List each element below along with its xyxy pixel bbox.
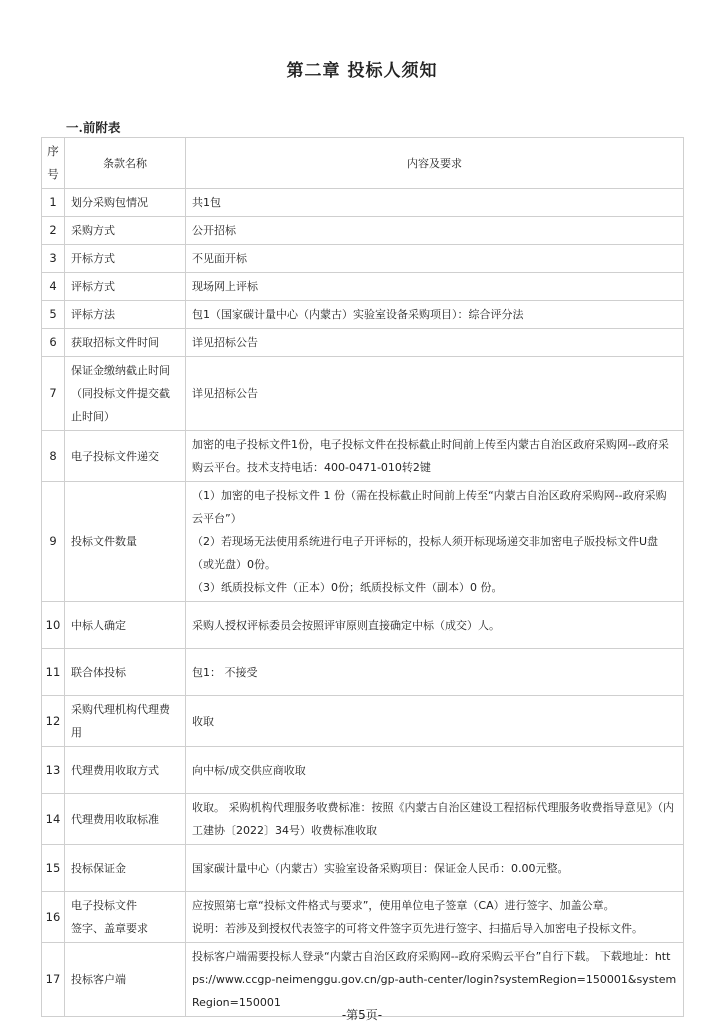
row-content: 详见招标公告: [186, 357, 684, 431]
row-content-line: 说明：若涉及到授权代表签字的可将文件签字页先进行签字、扫描后导入加密电子投标文件。: [192, 922, 643, 935]
table-row: [42, 245, 684, 273]
row-no: 13: [42, 747, 65, 794]
row-no: 10: [42, 602, 65, 649]
row-content-line: （2）若现场无法使用系统进行电子开评标的，投标人须开标现场递交非加密电子版投标文件U盘（或光盘）0份。: [192, 535, 659, 571]
row-content: 现场网上评标: [186, 273, 684, 301]
row-no: 5: [42, 301, 65, 329]
row-content: 国家碳计量中心（内蒙古）实验室设备采购项目：保证金人民币：0.00元整。: [186, 845, 684, 892]
row-name: 联合体投标: [65, 649, 186, 696]
row-content: 公开招标: [186, 217, 684, 245]
row-name: 保证金缴纳截止时间（同投标文件提交截止时间）: [65, 357, 186, 431]
table-header-row: [42, 138, 684, 189]
table-row: [42, 602, 684, 649]
row-no: 2: [42, 217, 65, 245]
row-no: 12: [42, 696, 65, 747]
row-name: 划分采购包情况: [65, 189, 186, 217]
row-content: 共1包: [186, 189, 684, 217]
row-name-multi: [65, 892, 186, 943]
row-no: 6: [42, 329, 65, 357]
table-row: [42, 357, 684, 431]
table-row: [42, 329, 684, 357]
row-content-multi: [186, 892, 684, 943]
row-name: 投标客户端: [65, 943, 186, 1017]
row-name: 采购方式: [65, 217, 186, 245]
row-name: 获取招标文件时间: [65, 329, 186, 357]
row-name: 代理费用收取标准: [65, 794, 186, 845]
header-content: 内容及要求: [186, 138, 684, 189]
table-row: [42, 747, 684, 794]
row-no: 14: [42, 794, 65, 845]
table-row: [42, 892, 684, 943]
row-no: 17: [42, 943, 65, 1017]
row-no: 11: [42, 649, 65, 696]
table-row: [42, 649, 684, 696]
header-clause: 条款名称: [65, 138, 186, 189]
row-name: 投标文件数量: [65, 482, 186, 602]
row-no: 4: [42, 273, 65, 301]
row-no: 16: [42, 892, 65, 943]
row-content-line: （3）纸质投标文件（正本）0份；纸质投标文件（副本）0 份。: [192, 581, 503, 594]
row-content: 投标客户端需要投标人登录“内蒙古自治区政府采购网--政府采购云平台”自行下载。 下载地址：https://www.ccgp-neimenggu.gov.cn/gp-auth-center/login?systemRegion=150001&systemRegion=150001: [186, 943, 684, 1017]
row-no: 8: [42, 431, 65, 482]
page-title: 第二章 投标人须知: [286, 61, 438, 81]
row-content: 包1（国家碳计量中心（内蒙古）实验室设备采购项目）：综合评分法: [186, 301, 684, 329]
preface-table: [41, 137, 684, 1017]
row-no: 7: [42, 357, 65, 431]
row-name-line: 签字、盖章要求: [71, 922, 148, 935]
row-no: 3: [42, 245, 65, 273]
row-name: 代理费用收取方式: [65, 747, 186, 794]
row-content: 向中标/成交供应商收取: [186, 747, 684, 794]
row-content: 收取。 采购机构代理服务收费标准：按照《内蒙古自治区建设工程招标代理服务收费指导意见》（内工建协〔2022〕34号）收费标准收取: [186, 794, 684, 845]
table-row: [42, 482, 684, 602]
table-row: [42, 189, 684, 217]
table-row: [42, 845, 684, 892]
table-row: [42, 217, 684, 245]
row-content-line: （1）加密的电子投标文件 1 份（需在投标截止时间前上传至“内蒙古自治区政府采购网--政府采购云平台”）: [192, 489, 667, 525]
row-content-multi: [186, 482, 684, 602]
table-row: [42, 301, 684, 329]
row-no: 9: [42, 482, 65, 602]
row-content: 采购人授权评标委员会按照评审原则直接确定中标（成交）人。: [186, 602, 684, 649]
table-row: [42, 273, 684, 301]
row-name: 评标方式: [65, 273, 186, 301]
row-content: 包1： 不接受: [186, 649, 684, 696]
row-name-line: 电子投标文件: [71, 899, 137, 912]
row-no: 1: [42, 189, 65, 217]
table-row: [42, 431, 684, 482]
page-number: -第5页-: [341, 1008, 383, 1022]
header-no: 序号: [42, 138, 65, 189]
row-name: 投标保证金: [65, 845, 186, 892]
row-name: 电子投标文件递交: [65, 431, 186, 482]
row-content: 详见招标公告: [186, 329, 684, 357]
table-row: [42, 794, 684, 845]
row-content-line: 应按照第七章“投标文件格式与要求”，使用单位电子签章（CA）进行签字、加盖公章。: [192, 899, 615, 912]
table-row: [42, 696, 684, 747]
row-content: 收取: [186, 696, 684, 747]
row-name: 评标方法: [65, 301, 186, 329]
row-no: 15: [42, 845, 65, 892]
section-heading: 一.前附表: [66, 120, 121, 135]
row-content: 不见面开标: [186, 245, 684, 273]
row-name: 开标方式: [65, 245, 186, 273]
row-content: 加密的电子投标文件1份，电子投标文件在投标截止时间前上传至内蒙古自治区政府采购网--政府采购云平台。技术支持电话：400-0471-010转2键: [186, 431, 684, 482]
row-name: 中标人确定: [65, 602, 186, 649]
row-name: 采购代理机构代理费用: [65, 696, 186, 747]
